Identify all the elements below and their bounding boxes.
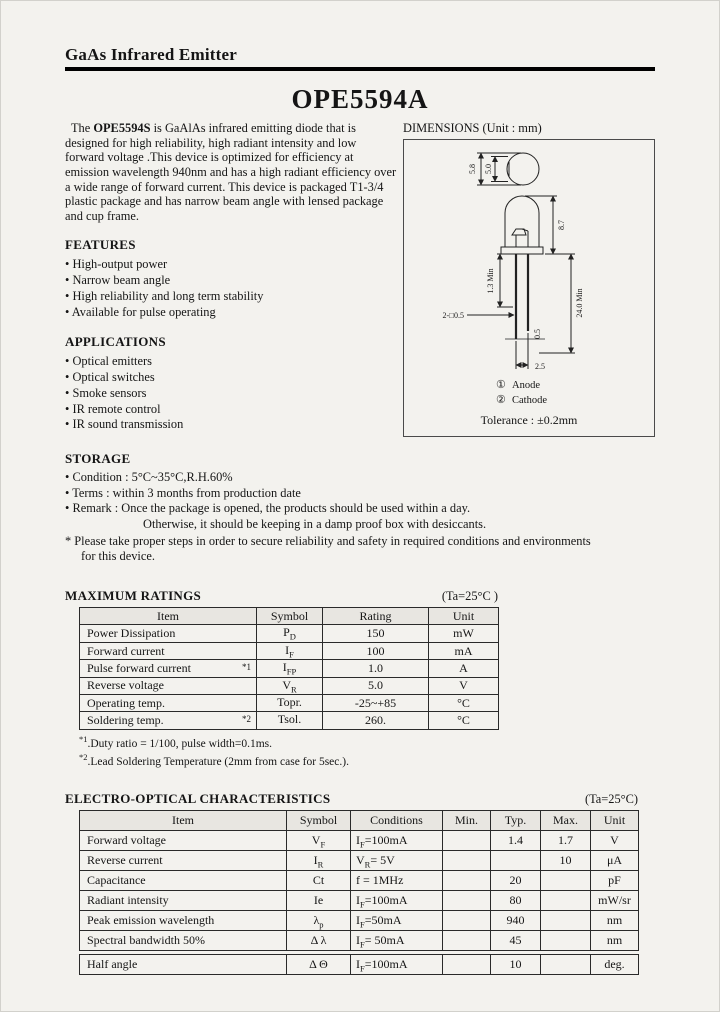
min-cell — [443, 931, 491, 951]
pin-number: ② — [496, 394, 506, 407]
footnote: $^{*1}$.Duty ratio = 1/100, pulse width=0.1ms. — [79, 733, 273, 750]
column-header-min: Min. — [443, 811, 491, 831]
features-list — [65, 257, 397, 320]
typ-cell: 45 — [491, 931, 541, 951]
typ-cell — [491, 851, 541, 871]
max-cell — [541, 931, 591, 951]
table-row — [80, 642, 499, 659]
intro-text: is GaAlAs infrared emitting diode that is designed for high reliability, high radiant intensity and low forward voltage .This device is optimized for efficiency at emission wavelength 940nm and has a high radiant efficiency over a wide range of forward current. This device is packaged T1-3/4 plastic package and has narrow beam angle with lensed package and cup frame. — [65, 121, 397, 223]
storage-section — [65, 451, 655, 564]
symbol-cell: Ct — [287, 871, 351, 891]
rating-cell: 5.0 — [323, 677, 429, 694]
item-cell: Spectral bandwidth 50% — [80, 931, 287, 951]
symbol-cell: $V_F$ — [287, 831, 351, 851]
dimensions-section — [403, 121, 655, 437]
dim-label-standoff: 1.3 Min — [486, 268, 495, 294]
symbol-cell: $I_R$ — [287, 851, 351, 871]
intro-paragraph — [65, 121, 397, 223]
table-row — [80, 625, 499, 642]
conditions-cell: $I_F= 50mA$ — [351, 931, 443, 951]
intro-dimensions-row — [65, 121, 655, 437]
rating-cell: 260. — [323, 712, 429, 729]
table-row — [80, 891, 639, 911]
column-header-max: Max. — [541, 811, 591, 831]
item-cell: Forward voltage — [80, 831, 287, 851]
min-cell — [443, 891, 491, 911]
column-header-rating: Rating — [323, 608, 429, 625]
max-ratings-heading: MAXIMUM RATINGS — [65, 588, 202, 604]
symbol-cell: Topr. — [257, 695, 323, 712]
table-row — [80, 695, 499, 712]
category-title: GaAs Infrared Emitter — [65, 45, 237, 64]
item-cell: Forward current — [80, 642, 257, 659]
unit-cell: μA — [591, 851, 639, 871]
feature-item: • High reliability and long term stability — [65, 289, 397, 305]
pin-legend-row — [496, 393, 654, 408]
table-row — [80, 871, 639, 891]
typ-cell: 10 — [491, 955, 541, 975]
unit-cell: °C — [429, 695, 499, 712]
item-cell: Operating temp. — [80, 695, 257, 712]
table-row — [80, 931, 639, 951]
unit-cell: mA — [429, 642, 499, 659]
symbol-cell: $\lambda_p$ — [287, 911, 351, 931]
footnote: $^{*2}$.Lead Soldering Temperature (2mm from case for 5sec.). — [79, 751, 349, 768]
unit-cell: mW — [429, 625, 499, 642]
tolerance-note: Tolerance : ±0.2mm — [480, 413, 578, 428]
max-ratings-header — [65, 588, 498, 604]
dim-label-lead-pitch: 2.5 — [535, 362, 545, 371]
symbol-cell: Δ Θ — [287, 955, 351, 975]
intro-part-ref: OPE5594S — [93, 121, 151, 135]
dim-label-body-height: 8.7 — [557, 220, 566, 230]
column-header-unit: Unit — [429, 608, 499, 625]
column-header-symbol: Symbol — [287, 811, 351, 831]
eo-header — [65, 791, 638, 807]
item-cell: Peak emission wavelength — [80, 911, 287, 931]
intro-lead: The — [65, 121, 94, 135]
column-header-conditions: Conditions — [351, 811, 443, 831]
column-header-item: Item — [80, 811, 287, 831]
max-cell — [541, 911, 591, 931]
part-number-title: OPE5594A — [291, 84, 429, 114]
table-row — [80, 911, 639, 931]
item-cell: Half angle — [80, 955, 287, 975]
symbol-cell: $I_{FP}$ — [257, 660, 323, 677]
unit-cell: V — [429, 677, 499, 694]
unit-cell: pF — [591, 871, 639, 891]
table-row — [80, 660, 499, 677]
min-cell — [443, 851, 491, 871]
rating-cell: 100 — [323, 642, 429, 659]
feature-item: • High-output power — [65, 257, 397, 273]
applications-heading: APPLICATIONS — [65, 334, 166, 350]
storage-item: • Condition : 5°C~35°C,R.H.60% — [65, 470, 655, 486]
dim-label-lens-diameter: 5.0 — [484, 164, 493, 174]
pin-legend — [496, 378, 654, 408]
rating-cell: -25~+85 — [323, 695, 429, 712]
features-heading: FEATURES — [65, 237, 136, 253]
unit-cell: °C — [429, 712, 499, 729]
feature-item: • Available for pulse operating — [65, 305, 397, 321]
table-row — [80, 677, 499, 694]
symbol-cell: Ie — [287, 891, 351, 911]
application-item: • Optical switches — [65, 370, 397, 386]
table-row — [80, 831, 639, 851]
storage-item: • Terms : within 3 months from production date — [65, 486, 655, 502]
unit-cell: nm — [591, 931, 639, 951]
table-row — [80, 851, 639, 871]
footnote-ref: *1 — [242, 661, 251, 672]
conditions-cell: $V_R= 5V$ — [351, 851, 443, 871]
dim-label-lead-length: 24.0 Min — [575, 288, 584, 318]
application-item: • IR sound transmission — [65, 417, 397, 433]
storage-heading: STORAGE — [65, 451, 131, 466]
applications-list — [65, 354, 397, 433]
typ-cell: 940 — [491, 911, 541, 931]
min-cell — [443, 955, 491, 975]
pin-label: Anode — [512, 380, 540, 391]
feature-item: • Narrow beam angle — [65, 273, 397, 289]
max-cell — [541, 871, 591, 891]
conditions-cell: $I_F=50mA$ — [351, 911, 443, 931]
max-cell — [541, 955, 591, 975]
led-package-drawing — [405, 143, 653, 378]
storage-list — [65, 470, 655, 517]
eo-table-half-angle — [79, 954, 639, 975]
unit-cell: V — [591, 831, 639, 851]
symbol-cell: $I_F$ — [257, 642, 323, 659]
conditions-cell: $I_F=100mA$ — [351, 891, 443, 911]
pin-label: Cathode — [512, 395, 547, 407]
min-cell — [443, 871, 491, 891]
dimensions-title: DIMENSIONS (Unit : mm) — [403, 121, 542, 135]
table-row — [80, 712, 499, 729]
storage-remark-continuation: Otherwise, it should be keeping in a damp proof box with desiccants. — [143, 517, 487, 532]
storage-item: • Remark : Once the package is opened, the products should be used within a day. — [65, 501, 655, 517]
item-cell: Reverse voltage — [80, 677, 257, 694]
max-cell: 1.7 — [541, 831, 591, 851]
dim-label-lead-tip: 0.5 — [533, 329, 542, 339]
application-item: • Smoke sensors — [65, 386, 397, 402]
application-item: • IR remote control — [65, 402, 397, 418]
item-cell: Capacitance — [80, 871, 287, 891]
storage-note: * Please take proper steps in order to secure reliability and safety in required conditions and environments — [65, 534, 591, 549]
pin-legend-row — [496, 378, 654, 393]
typ-cell: 1.4 — [491, 831, 541, 851]
rating-cell: 150 — [323, 625, 429, 642]
item-cell: *1 Pulse forward current — [80, 660, 257, 677]
column-header-symbol: Symbol — [257, 608, 323, 625]
max-cell: 10 — [541, 851, 591, 871]
max-ratings-condition: (Ta=25°C ) — [441, 589, 498, 604]
eo-condition: (Ta=25°C) — [584, 792, 638, 807]
table-header-row — [80, 811, 639, 831]
symbol-cell: Δ λ — [287, 931, 351, 951]
conditions-cell: f = 1MHz — [351, 871, 443, 891]
max-cell — [541, 891, 591, 911]
application-item: • Optical emitters — [65, 354, 397, 370]
symbol-cell: $P_D$ — [257, 625, 323, 642]
max-ratings-table — [79, 607, 499, 729]
left-column — [65, 121, 397, 437]
eo-heading: ELECTRO-OPTICAL CHARACTERISTICS — [65, 791, 331, 807]
item-cell: Reverse current — [80, 851, 287, 871]
unit-cell: A — [429, 660, 499, 677]
min-cell — [443, 911, 491, 931]
table-header-row — [80, 608, 499, 625]
doc-header — [65, 45, 655, 71]
item-cell: Radiant intensity — [80, 891, 287, 911]
unit-cell: nm — [591, 911, 639, 931]
typ-cell: 20 — [491, 871, 541, 891]
unit-cell: deg. — [591, 955, 639, 975]
dim-label-flange-diameter: 5.8 — [468, 164, 477, 174]
dim-label-lead-section: 2-□0.5 — [442, 311, 464, 320]
column-header-unit: Unit — [591, 811, 639, 831]
symbol-cell: Tsol. — [257, 712, 323, 729]
dimensions-box — [403, 139, 655, 437]
item-cell: Power Dissipation — [80, 625, 257, 642]
max-ratings-footnotes — [79, 734, 655, 770]
column-header-typ: Typ. — [491, 811, 541, 831]
item-cell: *2 Soldering temp. — [80, 712, 257, 729]
rating-cell: 1.0 — [323, 660, 429, 677]
pin-number: ① — [496, 379, 506, 391]
conditions-cell: $I_F=100mA$ — [351, 831, 443, 851]
min-cell — [443, 831, 491, 851]
eo-table — [79, 810, 639, 951]
storage-note-continuation: for this device. — [81, 549, 155, 564]
footnote-ref: *2 — [242, 714, 251, 725]
typ-cell: 80 — [491, 891, 541, 911]
column-header-item: Item — [80, 608, 257, 625]
unit-cell: mW/sr — [591, 891, 639, 911]
symbol-cell: $V_R$ — [257, 677, 323, 694]
table-row — [80, 955, 639, 975]
conditions-cell: $I_F=100mA$ — [351, 955, 443, 975]
